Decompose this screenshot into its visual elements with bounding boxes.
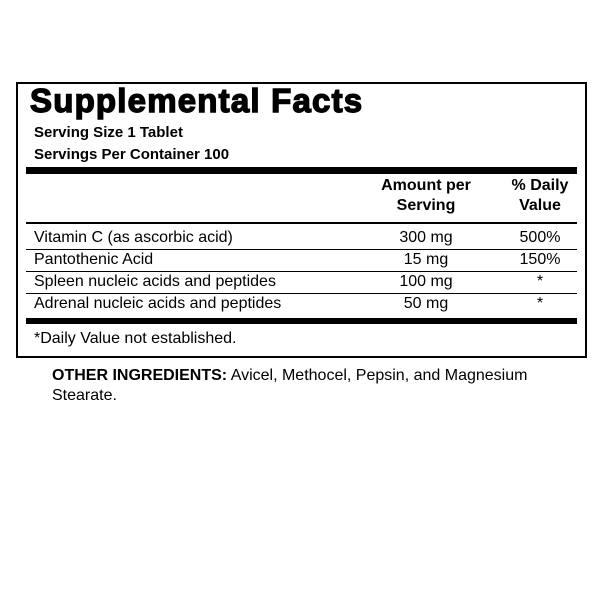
thick-rule-top bbox=[26, 167, 577, 174]
dv-header-line2: Value bbox=[519, 197, 561, 214]
nutrient-name: Adrenal nucleic acids and peptides bbox=[34, 295, 282, 312]
nutrient-daily-value: * bbox=[536, 273, 544, 290]
supplement-facts-panel bbox=[16, 82, 587, 358]
serving-size: Serving Size 1 Tablet bbox=[34, 124, 183, 141]
row-divider bbox=[26, 271, 577, 272]
nutrient-name: Pantothenic Acid bbox=[34, 251, 154, 268]
dv-header-line1: % Daily bbox=[511, 177, 569, 194]
other-ingredients-text: Avicel, Methocel, Pepsin, and Magnesium Stearate. bbox=[52, 367, 528, 404]
other-ingredients-label: OTHER INGREDIENTS: bbox=[52, 367, 228, 384]
other-ingredients bbox=[52, 366, 572, 406]
amount-header-line2: Serving bbox=[396, 197, 456, 214]
nutrient-name: Spleen nucleic acids and peptides bbox=[34, 273, 276, 290]
daily-value-column-header bbox=[506, 176, 574, 216]
nutrient-daily-value: 150% bbox=[519, 251, 561, 268]
daily-value-footnote: *Daily Value not established. bbox=[34, 330, 237, 347]
nutrient-amount: 100 mg bbox=[399, 273, 453, 290]
nutrient-daily-value: 500% bbox=[519, 229, 561, 246]
amount-header-line1: Amount per bbox=[381, 177, 471, 194]
thick-rule-bottom bbox=[26, 318, 577, 324]
row-divider bbox=[26, 293, 577, 294]
nutrient-row bbox=[26, 229, 577, 248]
nutrient-amount: 300 mg bbox=[399, 229, 453, 246]
nutrient-amount: 15 mg bbox=[403, 251, 449, 268]
nutrient-row bbox=[26, 251, 577, 270]
nutrient-daily-value: * bbox=[536, 295, 544, 312]
nutrient-row bbox=[26, 295, 577, 314]
nutrient-row bbox=[26, 273, 577, 292]
amount-column-header bbox=[372, 176, 480, 216]
nutrient-amount: 50 mg bbox=[403, 295, 449, 312]
row-divider bbox=[26, 249, 577, 250]
panel-title: Supplemental Facts bbox=[30, 82, 364, 119]
header-rule bbox=[26, 222, 577, 224]
nutrient-name: Vitamin C (as ascorbic acid) bbox=[34, 229, 233, 246]
servings-per-container: Servings Per Container 100 bbox=[34, 146, 230, 163]
